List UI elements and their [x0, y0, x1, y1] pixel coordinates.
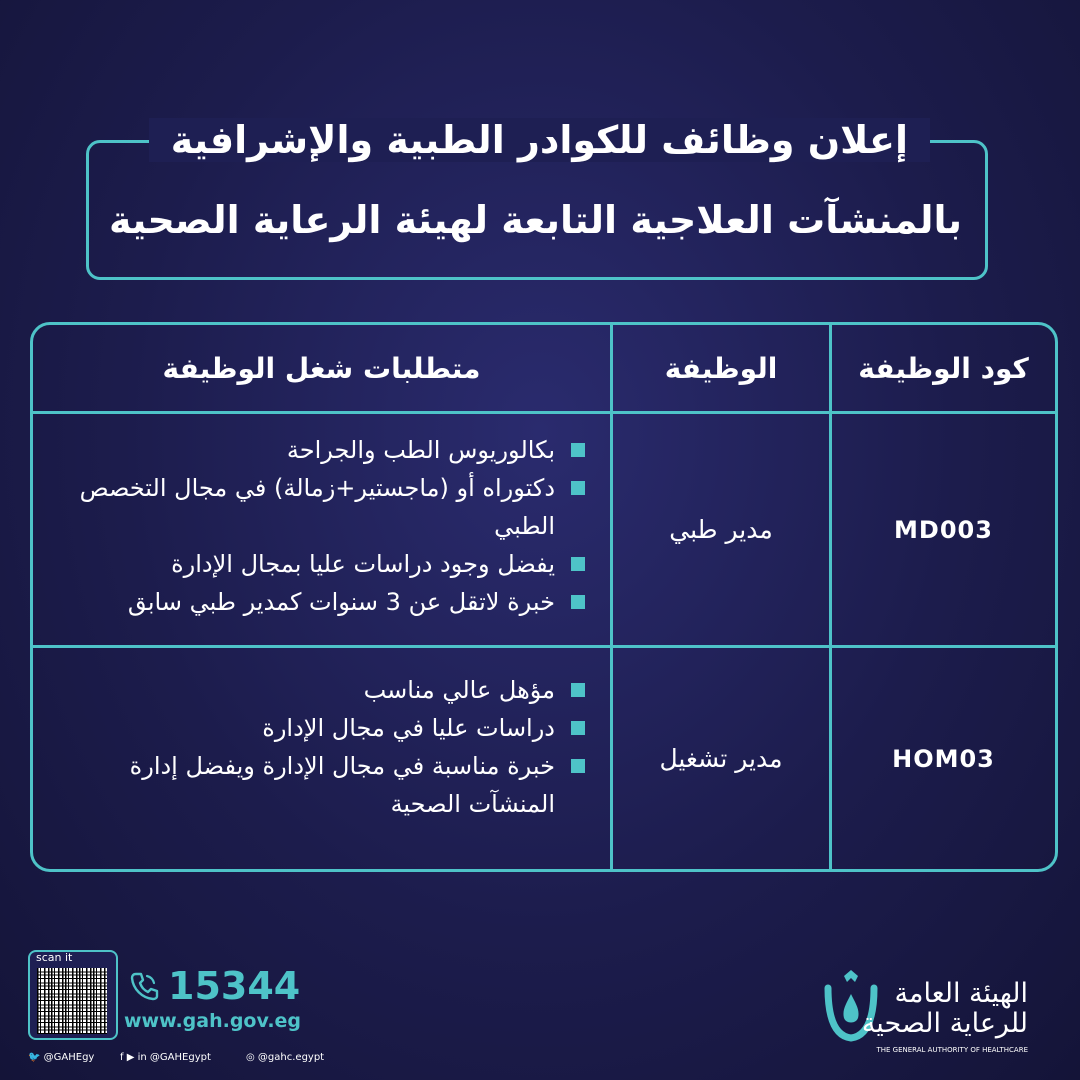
facebook-icon: f	[120, 1052, 124, 1063]
qr-code[interactable]	[37, 968, 107, 1034]
youtube-icon: ▶	[126, 1052, 135, 1063]
requirement-item: بكالوريوس الطب والجراحة	[65, 431, 585, 469]
org-name-ar-line1: الهيئة العامة	[894, 978, 1028, 1009]
requirement-item: مؤهل عالي مناسب	[125, 671, 585, 709]
social-handle: @gahc.egypt	[257, 1052, 325, 1063]
requirement-item: خبرة مناسبة في مجال الإدارة ويفضل إدارة المنشآت الصحية	[125, 747, 585, 823]
requirement-item: خبرة لاتقل عن 3 سنوات كمدير طبي سابق	[65, 583, 585, 621]
job-title: مدير تشغيل	[659, 744, 783, 773]
page-title-line2: بالمنشآت العلاجية التابعة لهيئة الرعاية الصحية	[108, 198, 962, 242]
org-name-en: THE GENERAL AUTHORITY OF HEALTHCARE	[876, 1046, 1028, 1054]
linkedin-icon: in	[137, 1052, 147, 1063]
requirement-item: دراسات عليا في مجال الإدارة	[125, 709, 585, 747]
org-name-ar-line2: للرعاية الصحية	[861, 1008, 1028, 1039]
column-header-code: كود الوظيفة	[858, 351, 1029, 385]
requirements-list	[125, 671, 585, 823]
jobs-table	[30, 322, 1058, 872]
column-header-requirements: متطلبات شغل الوظيفة	[162, 351, 481, 385]
page-title-line1: إعلان وظائف للكوادر الطبية والإشرافية	[149, 118, 930, 162]
phone-icon	[128, 970, 160, 1002]
job-title: مدير طبي	[669, 515, 773, 544]
social-instagram[interactable]	[246, 1052, 324, 1063]
social-handle: @GAHEgypt	[149, 1052, 211, 1063]
social-facebook-youtube-linkedin[interactable]	[120, 1052, 211, 1063]
requirement-item: دكتوراه أو (ماجستير+زمالة) في مجال التخصص الطبي	[65, 469, 585, 545]
column-header-job: الوظيفة	[664, 351, 778, 385]
website-link[interactable]: www.gah.gov.eg	[124, 1010, 302, 1032]
requirement-item: يفضل وجود دراسات عليا بمجال الإدارة	[65, 545, 585, 583]
twitter-icon: 🐦	[28, 1052, 41, 1063]
social-handle: @GAHEgy	[43, 1052, 95, 1063]
scan-label: scan it	[36, 951, 73, 964]
job-code: HOM03	[892, 744, 995, 773]
instagram-icon: ◎	[246, 1052, 255, 1063]
job-code: MD003	[894, 515, 993, 544]
requirements-list	[65, 431, 585, 621]
hotline-number[interactable]: 15344	[168, 964, 301, 1008]
social-twitter[interactable]	[28, 1052, 94, 1063]
